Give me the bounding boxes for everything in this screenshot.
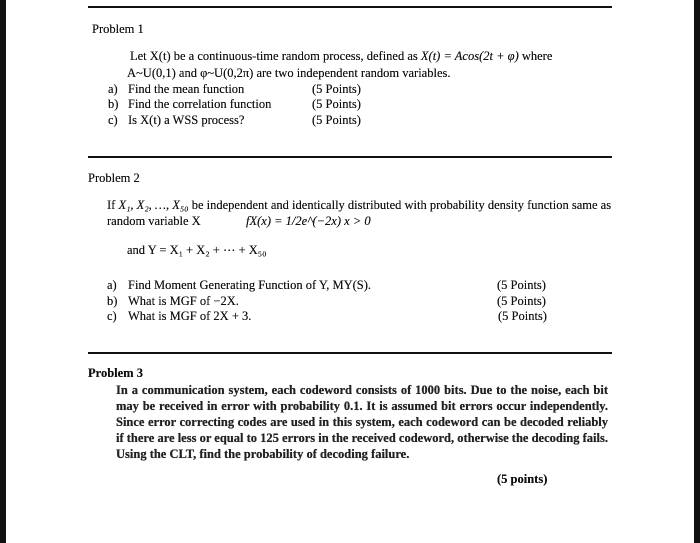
item-points: (5 Points): [312, 113, 361, 127]
divider: [88, 352, 612, 354]
where-text: where: [521, 49, 553, 63]
item-text: Find Moment Generating Function of Y, MY(S).: [128, 278, 372, 292]
if-text: If: [107, 198, 116, 212]
item-label: b): [107, 294, 118, 308]
item-label: c): [107, 309, 117, 323]
item-text: What is MGF of −2X.: [128, 294, 239, 308]
item-label: b): [108, 97, 119, 111]
item-points: (5 Points): [497, 278, 546, 292]
intro-text: be independent and identically distributed with probability density function same as: [191, 198, 612, 212]
problem-3-body: In a communication system, each codeword consists of 1000 bits. Due to the noise, each bit may be received in error with probability 0.1. It is assumed bit errors occur independently. Since error correcting codes are used in this system, each codeword can be decoded reliably if there are less or equal to 125 errors in the received codeword, otherwise the decoding fails. Using the CLT, find the probability of decoding failure.: [116, 383, 608, 461]
problem-1-intro: [130, 49, 552, 63]
problem-3-points: (5 points): [497, 472, 548, 486]
item-label: c): [108, 113, 118, 127]
intro-text: Let X(t) be a continuous-time random process, defined as: [130, 49, 418, 63]
item-points: (5 Points): [312, 82, 361, 96]
problem-1-title: Problem 1: [92, 22, 144, 36]
problem-2-intro: [107, 198, 611, 212]
item-text: Find the correlation function: [128, 97, 272, 111]
intro-text-2: random variable X: [107, 214, 201, 228]
item-points: (5 Points): [498, 309, 547, 323]
sum-definition: and Y = X₁ + X₂ + ⋯ + X₅₀: [127, 243, 267, 257]
pdf-formula: fX(x) = 1/2e^(−2x) x > 0: [246, 214, 371, 228]
divider: [88, 156, 612, 158]
formula: X(t) = Acos(2t + φ): [420, 49, 519, 63]
divider: [88, 6, 612, 8]
item-points: (5 Points): [312, 97, 361, 111]
item-text: Find the mean function: [128, 82, 245, 96]
item-text: What is MGF of 2X + 3.: [128, 309, 252, 323]
item-label: a): [108, 82, 118, 96]
problem-1-intro-2: A~U(0,1) and φ~U(0,2π) are two independent random variables.: [127, 66, 451, 80]
item-points: (5 Points): [497, 294, 546, 308]
problem-2-title: Problem 2: [88, 171, 140, 185]
document-page: [6, 0, 694, 543]
problem-3-title: Problem 3: [88, 366, 143, 380]
item-text: Is X(t) a WSS process?: [128, 113, 245, 127]
vars: X₁, X₂, …, X₅₀: [118, 198, 189, 212]
item-label: a): [107, 278, 117, 292]
